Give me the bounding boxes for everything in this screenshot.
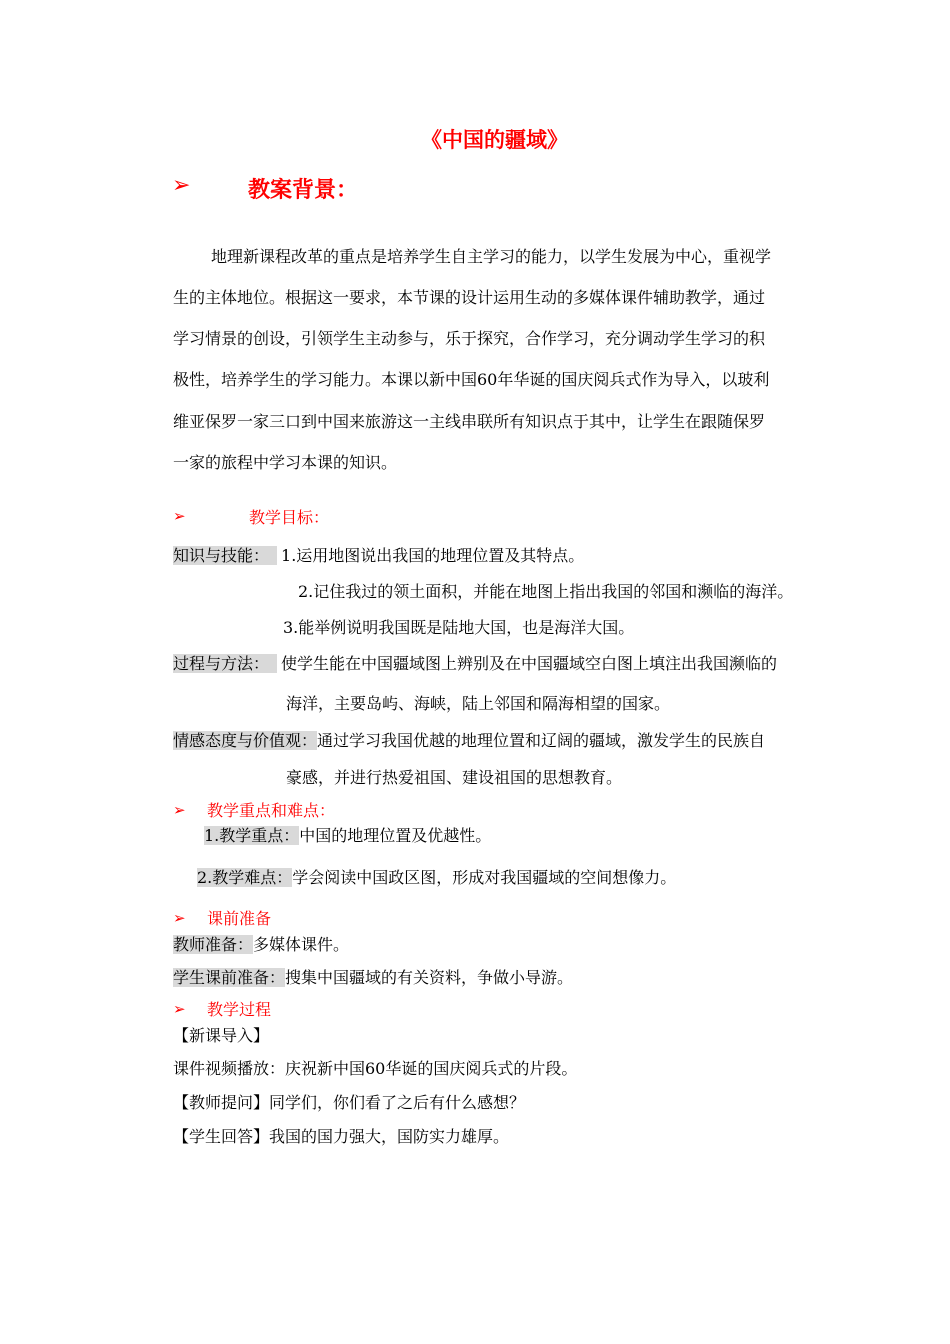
background-line-6: 一家的旅程中学习本课的知识。 (173, 453, 398, 472)
teacher-prep-label: 教师准备： (173, 935, 254, 954)
student-prep-label: 学生课前准备： (173, 968, 286, 987)
background-line-2: 生的主体地位。根据这一要求，本节课的设计运用生动的多媒体课件辅助教学，通过 (173, 288, 766, 307)
emotion-line-2: 豪感，并进行热爱祖国、建设祖国的思想教育。 (286, 768, 623, 787)
background-line-4: 极性，培养学生的学习能力。本课以新中国60年华诞的国庆阅兵式作为导入，以玻利 (173, 370, 770, 389)
emotion-line-1: 通过学习我国优越的地理位置和辽阔的疆域，激发学生的民族自 (317, 731, 766, 750)
background-line-3: 学习情景的创设，引领学生主动参与，乐于探究，合作学习，充分调动学生学习的积 (173, 329, 766, 348)
difficulty-label: 2.教学难点： (197, 868, 293, 887)
emotion-row (173, 728, 765, 751)
bullet-arrow-icon: ➢ (173, 801, 186, 819)
background-heading: 教案背景： (248, 178, 359, 203)
process-step-2: 课件视频播放：庆祝新中国60华诞的国庆阅兵式的片段。 (173, 1059, 578, 1078)
process-step-3: 【教师提问】同学们，你们看了之后有什么感想？ (173, 1093, 526, 1112)
knowledge-item-2: 2.记住我过的领土面积，并能在地图上指出我国的邻国和濒临的海洋。 (298, 582, 794, 601)
bullet-arrow-icon: ➢ (173, 909, 186, 927)
key-point-label: 1.教学重点： (204, 826, 300, 845)
background-line-1: 地理新课程改革的重点是培养学生自主学习的能力，以学生发展为中心，重视学 (211, 247, 772, 266)
teacher-prep-text: 多媒体课件。 (253, 935, 350, 954)
emotion-label: 情感态度与价值观： (173, 731, 318, 750)
process-step-4: 【学生回答】我国的国力强大，国防实力雄厚。 (173, 1127, 510, 1146)
process-row (173, 651, 777, 674)
difficulty-row (197, 865, 676, 888)
keypoints-heading: 教学重点和难点： (207, 801, 336, 820)
key-point-row (204, 823, 491, 846)
knowledge-item-1: 1.运用地图说出我国的地理位置及其特点。 (281, 546, 585, 565)
process-line-2: 海洋，主要岛屿、海峡，陆上邻国和隔海相望的国家。 (286, 694, 671, 713)
process-line-1: 使学生能在中国疆域图上辨别及在中国疆域空白图上填注出我国濒临的 (281, 654, 778, 673)
knowledge-label: 知识与技能： (173, 546, 277, 565)
bullet-arrow-icon: ➢ (173, 507, 186, 525)
student-prep-row (173, 965, 573, 988)
process-heading: 教学过程 (207, 1000, 272, 1019)
background-line-5: 维亚保罗一家三口到中国来旅游这一主线串联所有知识点于其中，让学生在跟随保罗 (173, 412, 766, 431)
bullet-arrow-icon: ➢ (172, 173, 191, 198)
teacher-prep-row (173, 932, 349, 955)
process-label: 过程与方法： (173, 654, 277, 673)
difficulty-text: 学会阅读中国政区图，形成对我国疆域的空间想像力。 (292, 868, 677, 887)
process-step-1: 【新课导入】 (173, 1026, 270, 1045)
key-point-text: 中国的地理位置及优越性。 (299, 826, 492, 845)
student-prep-text: 搜集中国疆域的有关资料，争做小导游。 (285, 968, 574, 987)
bullet-arrow-icon: ➢ (173, 1000, 186, 1018)
goals-heading: 教学目标： (249, 508, 330, 527)
knowledge-row (173, 543, 584, 566)
knowledge-item-3: 3.能举例说明我国既是陆地大国，也是海洋大国。 (283, 618, 635, 637)
document-title: 《中国的疆域》 (421, 128, 568, 152)
preparation-heading: 课前准备 (207, 909, 272, 928)
